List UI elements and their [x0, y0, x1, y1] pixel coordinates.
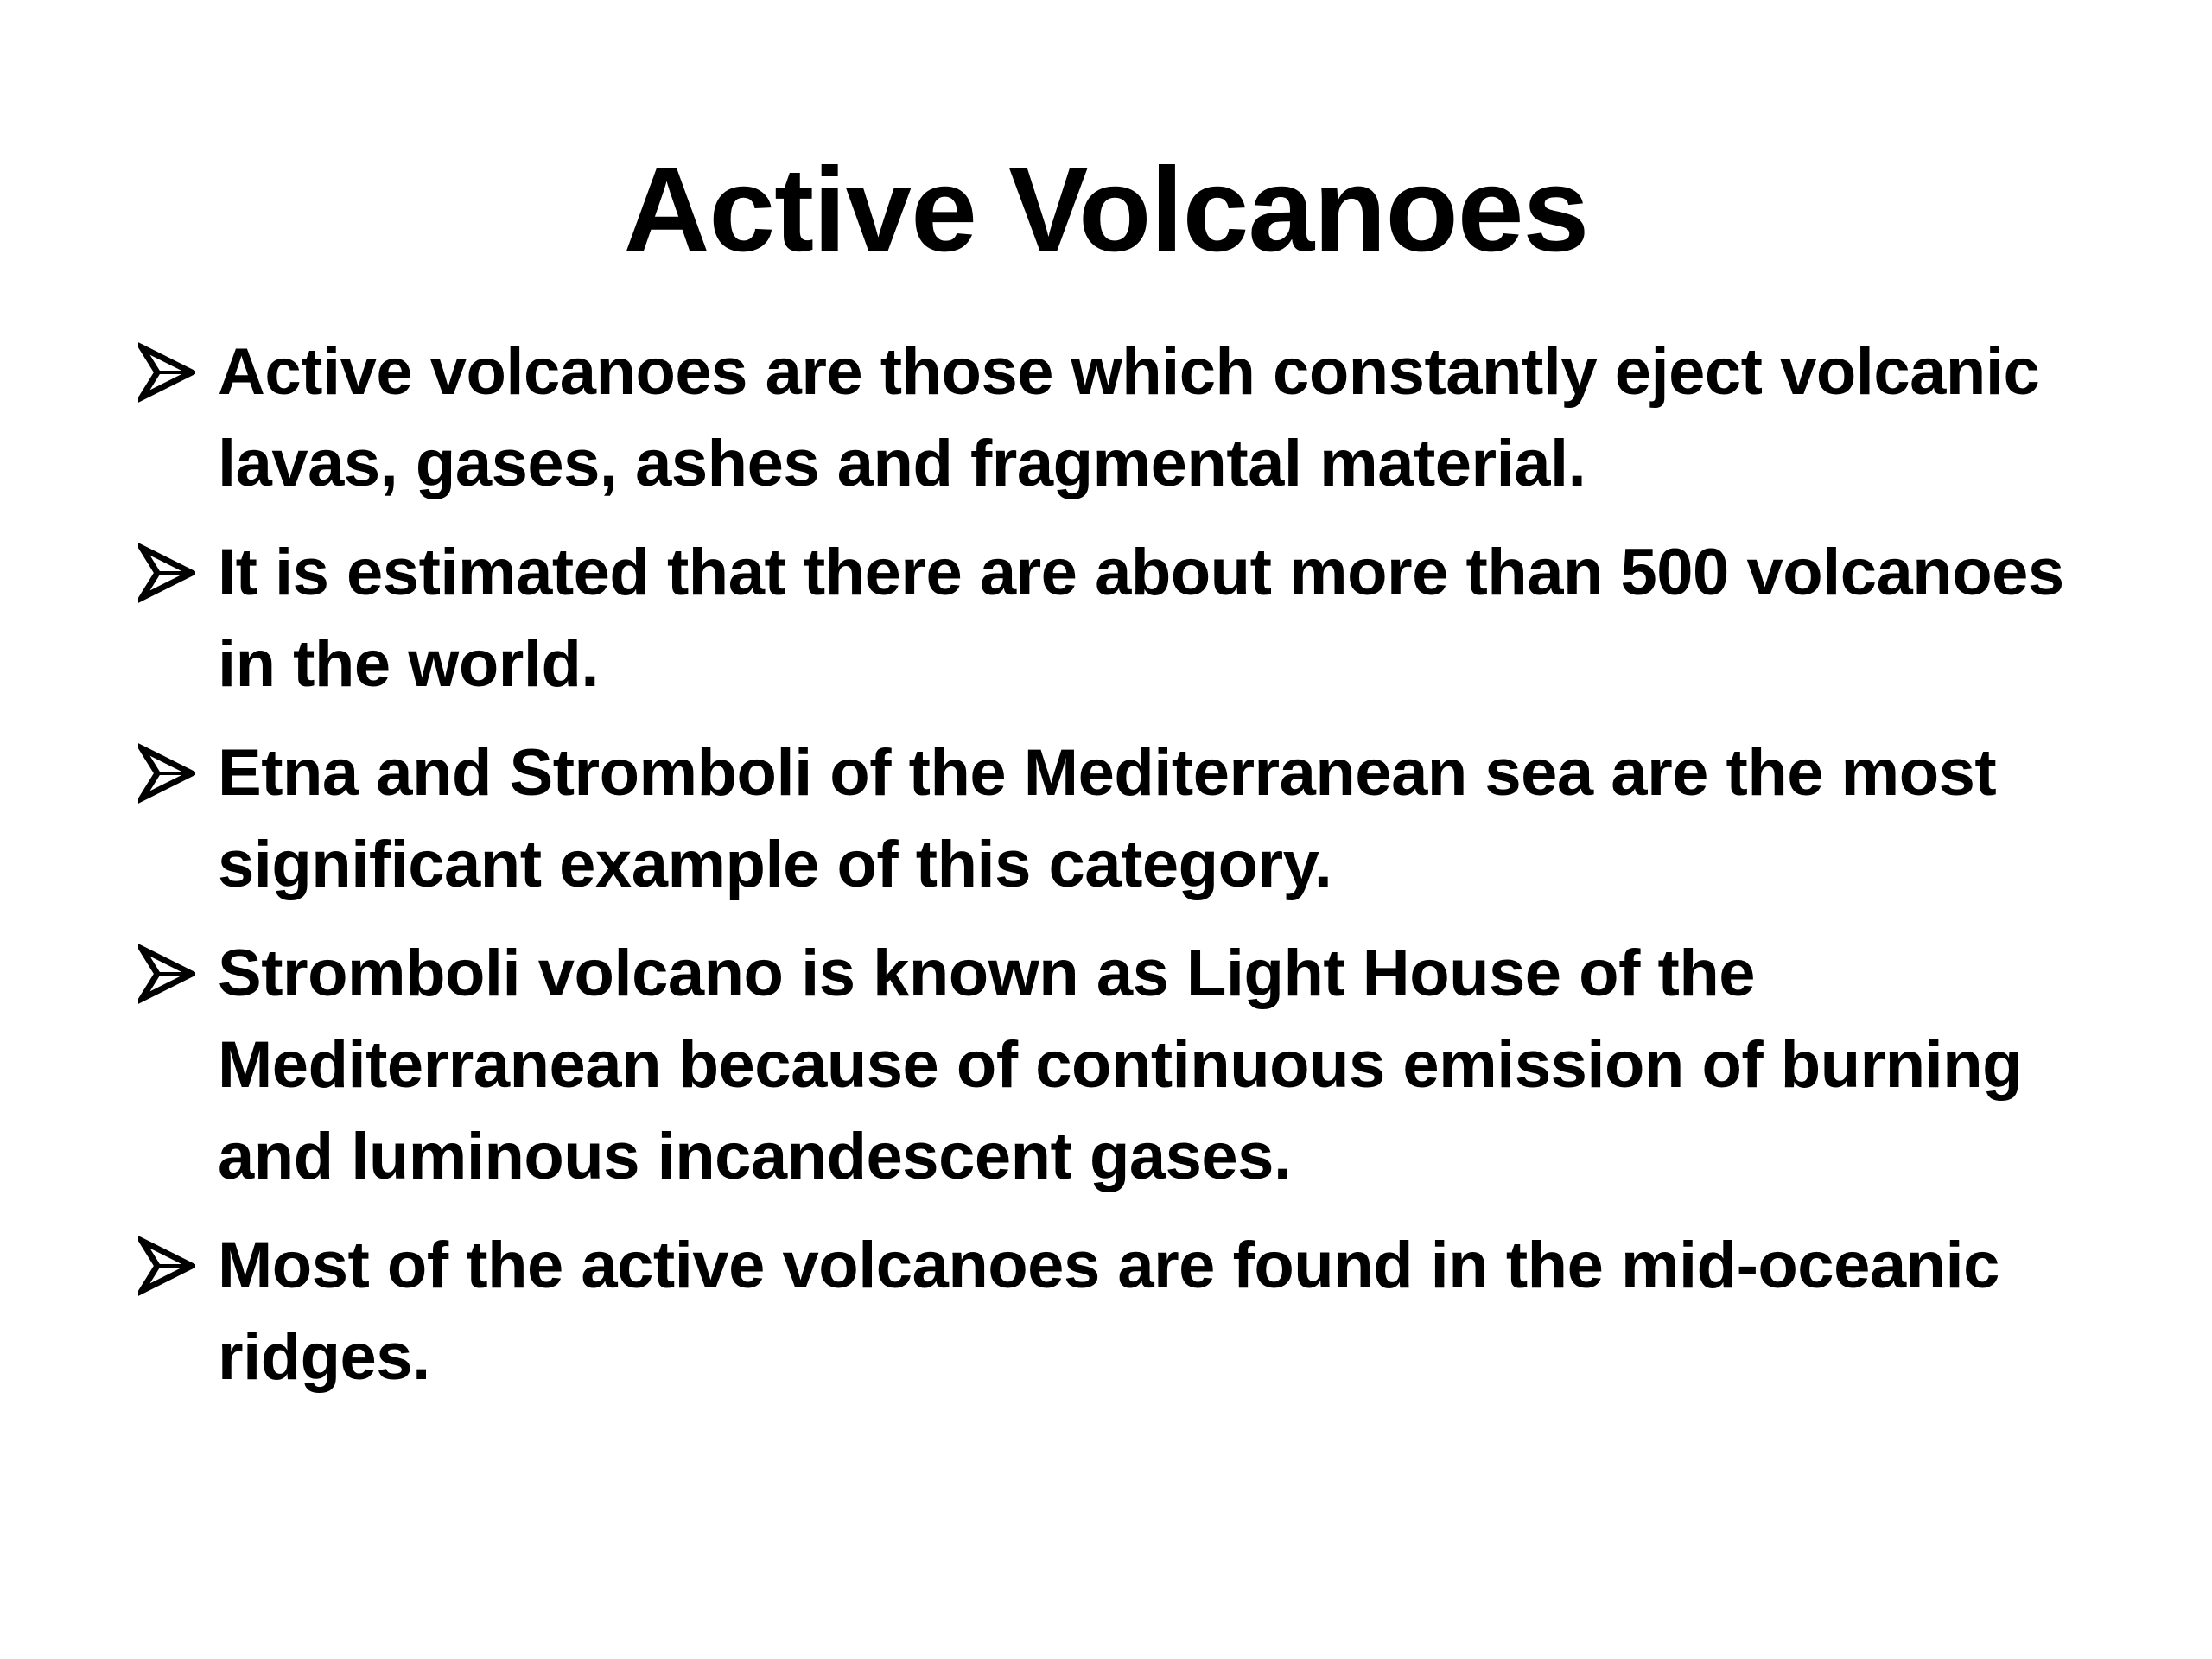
bullet-text: Most of the active volcanoes are found in the mid-oceanic ridges.	[218, 1229, 1999, 1394]
arrowhead-bullet-icon	[138, 1236, 195, 1296]
bullet-item	[138, 327, 2100, 510]
bullet-text: Stromboli volcano is known as Light House of the Mediterranean because of continuous emission of burning and luminous incandescent gases.	[218, 937, 2023, 1193]
bullet-item	[138, 728, 2100, 911]
arrowhead-bullet-icon	[138, 543, 195, 603]
arrowhead-bullet-icon	[138, 743, 195, 804]
bullet-text: Etna and Stromboli of the Mediterranean sea are the most significant example of this category.	[218, 736, 1997, 901]
bullet-text: It is estimated that there are about more than 500 volcanoes in the world.	[218, 536, 2064, 701]
bullet-item	[138, 928, 2100, 1203]
bullet-item	[138, 1220, 2100, 1403]
arrowhead-bullet-icon	[138, 342, 195, 403]
bullet-list	[138, 327, 2100, 1421]
slide-title: Active Volcanoes	[623, 143, 1589, 276]
bullet-text: Active volcanoes are those which constantly eject volcanic lavas, gases, ashes and fragmental material.	[218, 335, 2040, 500]
bullet-item	[138, 527, 2100, 710]
arrowhead-bullet-icon	[138, 944, 195, 1004]
